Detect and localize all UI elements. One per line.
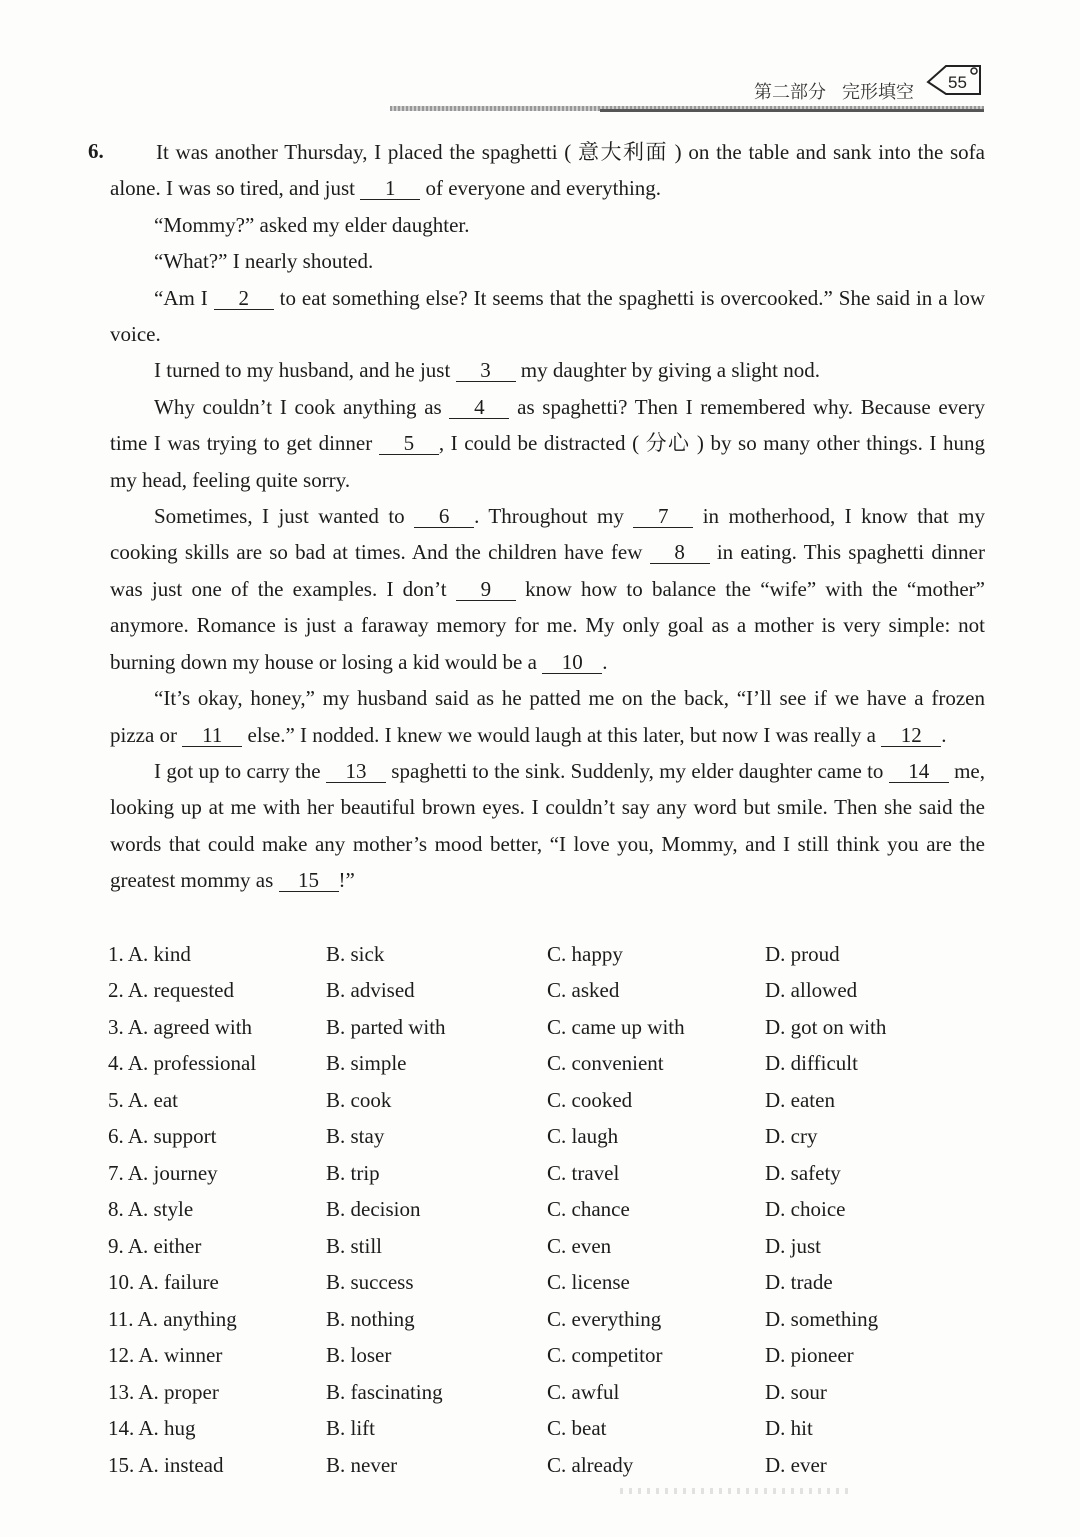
blank-14: 14 xyxy=(889,760,949,783)
option-6-d: D. cry xyxy=(765,1124,818,1149)
blank-5: 5 xyxy=(379,432,439,455)
option-4-b: B. simple xyxy=(326,1051,407,1076)
option-15-b: B. never xyxy=(326,1452,398,1477)
header-rule-dark xyxy=(600,109,984,112)
option-7-b: B. trip xyxy=(326,1160,380,1185)
option-6-c: C. laugh xyxy=(547,1124,619,1149)
option-row-11 xyxy=(108,1301,988,1338)
option-5-c: C. cooked xyxy=(547,1087,633,1112)
option-13-c: C. awful xyxy=(547,1379,620,1404)
option-row-13 xyxy=(108,1374,988,1411)
option-15-c: C. already xyxy=(547,1452,634,1477)
option-3-a: 3. A. agreed with xyxy=(108,1014,253,1039)
option-row-10 xyxy=(108,1265,988,1302)
passage-paragraph: It was another Thursday, I placed the spaghetti ( 意大利面 ) on the table and sank into the sofa alone. I was so tired, and just 1 of everyone and everything. xyxy=(110,140,985,201)
option-9-a: 9. A. either xyxy=(108,1233,202,1258)
option-14-c: C. beat xyxy=(547,1416,607,1441)
option-row-1 xyxy=(108,936,988,973)
question-number: 6. xyxy=(88,139,104,163)
option-13-d: D. sour xyxy=(765,1379,827,1404)
option-2-a: 2. A. requested xyxy=(108,978,234,1003)
option-5-b: B. cook xyxy=(326,1087,392,1112)
option-12-b: B. loser xyxy=(326,1343,392,1368)
option-14-a: 14. A. hug xyxy=(108,1416,196,1441)
passage-paragraph: I turned to my husband, and he just 3 my daughter by giving a slight nod. xyxy=(154,358,821,383)
page-number-badge xyxy=(924,60,984,100)
option-row-12 xyxy=(108,1338,988,1375)
option-4-a: 4. A. professional xyxy=(108,1051,257,1076)
option-10-d: D. trade xyxy=(765,1270,833,1295)
option-4-d: D. difficult xyxy=(765,1051,858,1076)
option-14-d: D. hit xyxy=(765,1416,813,1441)
option-row-6 xyxy=(108,1119,988,1156)
blank-13: 13 xyxy=(326,760,386,783)
passage-paragraph: “What?” I nearly shouted. xyxy=(154,249,374,274)
option-5-a: 5. A. eat xyxy=(108,1087,178,1112)
blank-9: 9 xyxy=(456,578,516,601)
option-13-a: 13. A. proper xyxy=(108,1379,219,1404)
option-12-c: C. competitor xyxy=(547,1343,663,1368)
blank-6: 6 xyxy=(414,505,474,528)
options-table xyxy=(108,936,988,1484)
option-8-a: 8. A. style xyxy=(108,1197,194,1222)
option-2-d: D. allowed xyxy=(765,978,858,1003)
blank-1: 1 xyxy=(360,177,420,200)
option-row-8 xyxy=(108,1192,988,1229)
option-row-3 xyxy=(108,1009,988,1046)
blank-11: 11 xyxy=(182,724,242,747)
option-row-5 xyxy=(108,1082,988,1119)
option-6-b: B. stay xyxy=(326,1124,385,1149)
option-7-a: 7. A. journey xyxy=(108,1160,218,1185)
option-7-c: C. travel xyxy=(547,1160,620,1185)
blank-10: 10 xyxy=(542,651,602,674)
blank-12: 12 xyxy=(881,724,941,747)
passage-paragraph: Why couldn’t I cook anything as 4 as spaghetti? Then I remembered why. Because every time I was trying to get dinner 5 , I could be distracted ( 分心 ) by so many other things. I hung my head, feeling quite sorry. xyxy=(110,394,985,492)
option-row-14 xyxy=(108,1411,988,1448)
option-9-d: D. just xyxy=(765,1233,822,1258)
header-part: 第二部分 xyxy=(754,82,826,103)
option-row-4 xyxy=(108,1046,988,1083)
option-9-c: C. even xyxy=(547,1233,612,1258)
option-13-b: B. fascinating xyxy=(326,1379,443,1404)
option-7-d: D. safety xyxy=(765,1160,841,1185)
blank-4: 4 xyxy=(449,396,509,419)
option-9-b: B. still xyxy=(326,1233,383,1258)
header-title xyxy=(738,78,914,104)
option-15-a: 15. A. instead xyxy=(108,1452,224,1477)
header-section: 完形填空 xyxy=(842,82,914,103)
option-5-d: D. eaten xyxy=(765,1087,835,1112)
option-1-c: C. happy xyxy=(547,941,623,966)
option-12-a: 12. A. winner xyxy=(108,1343,223,1368)
option-10-a: 10. A. failure xyxy=(108,1270,219,1295)
option-15-d: D. ever xyxy=(765,1452,827,1477)
blank-7: 7 xyxy=(633,505,693,528)
option-14-b: B. lift xyxy=(326,1416,376,1441)
option-row-15 xyxy=(108,1447,988,1484)
option-11-d: D. something xyxy=(765,1306,879,1331)
option-3-c: C. came up with xyxy=(547,1014,685,1039)
option-12-d: D. pioneer xyxy=(765,1343,854,1368)
option-1-a: 1. A. kind xyxy=(108,941,191,966)
blank-3: 3 xyxy=(456,359,516,382)
option-row-2 xyxy=(108,973,988,1010)
passage-paragraph: “Am I 2 to eat something else? It seems that the spaghetti is overcooked.” She said in a low voice. xyxy=(110,285,985,347)
blank-15: 15 xyxy=(279,869,339,892)
option-2-c: C. asked xyxy=(547,978,620,1003)
passage xyxy=(110,134,985,899)
option-3-d: D. got on with xyxy=(765,1014,887,1039)
option-1-d: D. proud xyxy=(765,941,840,966)
option-11-c: C. everything xyxy=(547,1306,662,1331)
page-header xyxy=(390,58,984,118)
passage-paragraph: “It’s okay, honey,” my husband said as he patted me on the back, “I’ll see if we have a frozen pizza or 11 else.” I nodded. I knew we would laugh at this later, but now I was really a 12 . xyxy=(110,686,985,747)
option-6-a: 6. A. support xyxy=(108,1124,217,1149)
option-8-c: C. chance xyxy=(547,1197,630,1222)
page-number: 55 xyxy=(948,73,967,92)
passage-paragraph: Sometimes, I just wanted to 6 . Throughout my 7 in motherhood, I know that my cooking skills are so bad at times. And the children have few 8 in eating. This spaghetti dinner was just one of the examples. I don’t 9 know how to balance the “wife” with the “mother” anymore. Romance is just a faraway memory for me. My only goal as a mother is very simple: not burning down my house or losing a kid would be a 10 . xyxy=(110,504,985,674)
option-8-b: B. decision xyxy=(326,1197,421,1222)
option-11-b: B. nothing xyxy=(326,1306,415,1331)
option-10-b: B. success xyxy=(326,1270,414,1295)
option-row-9 xyxy=(108,1228,988,1265)
option-10-c: C. license xyxy=(547,1270,630,1295)
blank-8: 8 xyxy=(650,541,710,564)
option-8-d: D. choice xyxy=(765,1197,846,1222)
option-11-a: 11. A. anything xyxy=(108,1306,237,1331)
footer-decoration xyxy=(620,1488,850,1494)
blank-2: 2 xyxy=(214,287,274,310)
option-1-b: B. sick xyxy=(326,941,385,966)
passage-paragraph: “Mommy?” asked my elder daughter. xyxy=(154,212,470,237)
option-4-c: C. convenient xyxy=(547,1051,664,1076)
passage-paragraph: I got up to carry the 13 spaghetti to the sink. Suddenly, my elder daughter came to 14 me, looking up at me with her beautiful brown eyes. I couldn’t say any word but smile. Then she said the words that could make any mother’s mood better, “I love you, Mommy, and I still think you are the greatest mommy as 15 !” xyxy=(110,758,986,893)
option-2-b: B. advised xyxy=(326,978,415,1003)
option-row-7 xyxy=(108,1155,988,1192)
option-3-b: B. parted with xyxy=(326,1014,446,1039)
